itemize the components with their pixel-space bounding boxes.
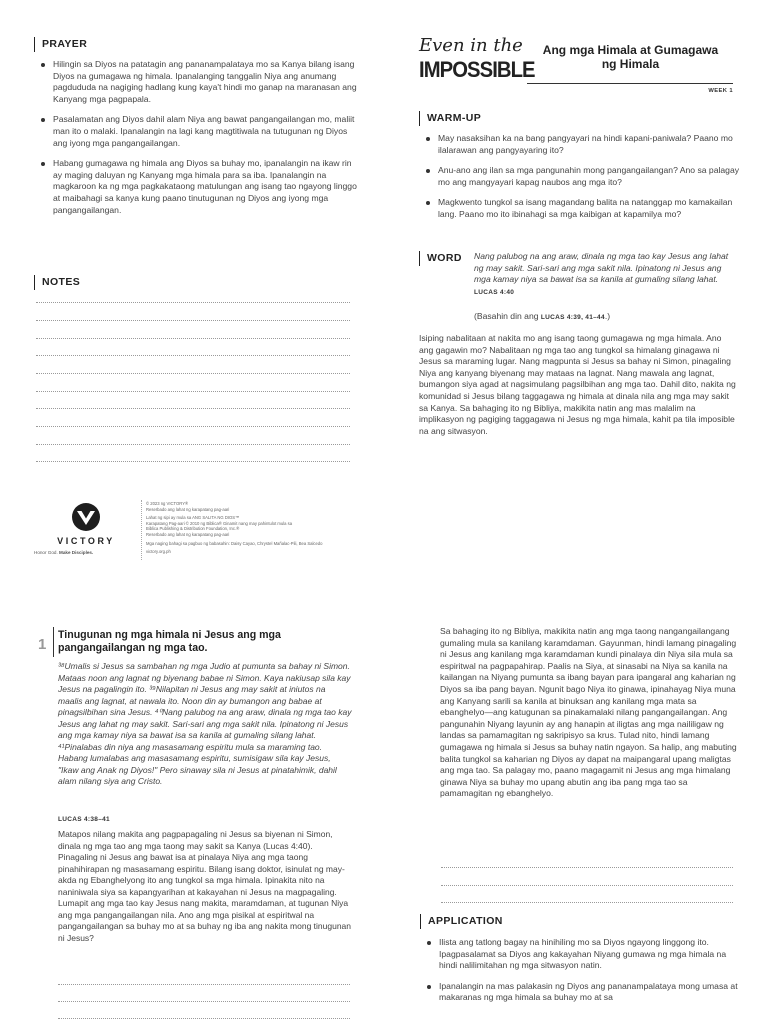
title-underline bbox=[527, 83, 733, 84]
note-line bbox=[36, 320, 350, 321]
week-label: WEEK 1 bbox=[708, 88, 733, 94]
note-line bbox=[36, 302, 350, 303]
legal-line: Mga naging bahagi sa pagbuo ng babasahin: Daisy Cayao, Chrystel Mañalac-Pili, Bea Salcedo bbox=[146, 540, 323, 546]
continuation-paragraph: Sa bahaging ito ng Bibliya, makikita natin ang mga taong nangangailangang gumaling mula sa kanilang karamdaman. Gayunman, hindi lamang pinagaling ni Jesus ang kanilang mga karamdaman kundi pinalaya din Niya sila mula sa espiritwal na pagpapahirap. Paalis na Siya, at sinasabi na Niya sa kanila na kailangan na Niyang pumunta sa ibang bayan para ipangaral ang kaharian ng Diyos sa iba pang bayan. Ngunit bago Niya ito ginawa, ipinahayag Niya muna ang Kanyang sarili sa kanila at binuksan ang kanilang mga mata sa ebanghelyo—ang katugunan sa pinakamalaki nilang pangangailangan. Ang pangunahin Niyang layunin ay ang hanapin at iligtas ang mga naililigaw ng landas sa pamamagitan ng sakripisyo sa krus. Tulad nito, hindi lamang gumagawa ng himala si Jesus sa buhay natin ngayon. Sa halip, ang mabuting balita tungkol sa kaharian ng Diyos ay dapat na maipangaral upang maligtas ang mga tao. Sa palagay mo, paano magagamit ni Jesus ang mga himalang ginawa Niya sa buhay mo upang abutin ang iba pang mga tao sa pamamagitan ng ebanghelyo. bbox=[440, 626, 737, 799]
application-list bbox=[424, 937, 740, 1013]
point-title bbox=[58, 629, 358, 656]
answer-line[interactable] bbox=[58, 1001, 350, 1002]
answer-line[interactable] bbox=[441, 902, 733, 903]
warmup-item: Magkwento tungkol sa isang magandang balita na natanggap mo kamakailan lang. Paano mo ito ibinahagi sa mga kaibigan at kapamilya mo? bbox=[423, 197, 741, 220]
page-title-line: ng Himala bbox=[601, 57, 660, 71]
read-also bbox=[474, 311, 736, 324]
note-line bbox=[36, 373, 350, 374]
note-line bbox=[36, 444, 350, 445]
victory-logo bbox=[34, 500, 138, 562]
warmup-list bbox=[423, 133, 741, 230]
key-verse-text: Nang palubog na ang araw, dinala ng mga tao kay Jesus ang lahat ng may sakit. Sari-sari ang mga sakit nila. Ipinatong ni Jesus ang mga kamay niya sa bawat isa sa kanila at gumaling silang lahat. bbox=[474, 251, 729, 285]
prayer-item: Habang gumagawa ng himala ang Diyos sa buhay mo, ipanalangin na ikaw rin ay maging daluyan ng Kanyang mga himala para sa iba. Ipanalangin na magkaroon ka ng mga pagkakataong matulungan ang isang tao ngayong linggo at maibahagi sa kanya kung paano tinutugunan ng Diyos ang iyong mga pangangailangan. bbox=[38, 158, 358, 216]
legal-line: Lahat ng sipi ay mula sa ANG SALITA NG DIOS™ bbox=[146, 515, 240, 521]
legal-line[interactable]: victory.org.ph bbox=[146, 549, 171, 555]
point-scripture: ³⁸Umalis si Jesus sa sambahan ng mga Judio at pumunta sa bahay ni Simon. Mataas noon ang lagnat ng biyenang babae ni Simon. Kaya nakiusap sila kay Jesus na pagalingin ito. ³⁹Nilapitan ni Jesus ang may sakit at iniutos na maalis ang lagnat, at nawala ito. Noon din ay bumangon ang babae at pinagsilbihan sina Jesus. ⁴⁰Nang palubog na ang araw, dinala ng mga tao kay Jesus ang lahat ng may sakit. Sari-sari ang mga sakit nila. Ipinatong ni Jesus ang mga kamay niya sa bawat isa sa kanila at gumaling silang lahat. ⁴¹Pinalabas din niya ang masasamang espiritu mula sa maraming tao. Habang lumalabas ang masasamang espiritu, sumisigaw sila kay Jesus, "Ikaw ang Anak ng Diyos!" Pero sinaway sila ni Jesus at pinatahimik, dahil alam nilang siya ang Cristo. bbox=[58, 661, 352, 787]
warmup-item: Anu-ano ang ilan sa mga pangunahin mong pangangailangan? Ano sa palagay mo ang mangyayari kapag naubos ang mga ito? bbox=[423, 165, 741, 188]
note-line bbox=[36, 391, 350, 392]
legal-line: Reserbado ang lahat ng karapatang pag-aari bbox=[146, 531, 230, 537]
answer-line[interactable] bbox=[441, 867, 733, 868]
legal-line: Reserbado ang lahat ng karapatang pag-aari bbox=[146, 506, 230, 512]
brand-tagline bbox=[34, 550, 138, 555]
prayer-list bbox=[38, 59, 358, 225]
application-item: Ipanalangin na mas palakasin ng Diyos ang pananampalataya mong umasa at makaranas ng mga himala sa buhay mo at sa bbox=[424, 981, 740, 1004]
answer-line[interactable] bbox=[58, 984, 350, 985]
answer-line[interactable] bbox=[58, 1018, 350, 1019]
point-divider bbox=[53, 627, 54, 657]
brand-name: VICTORY bbox=[57, 536, 115, 546]
page-title bbox=[528, 43, 733, 71]
tagline-part: Honor God. bbox=[34, 550, 60, 555]
prayer-item: Pasalamatan ang Diyos dahil alam Niya ang bawat pangangailangan mo, maliit man ito o malaki. Ipanalangin na lagi kang magtitiwala na tutugunan ng Diyos ang iyong mga pangangailangan. bbox=[38, 114, 358, 149]
application-heading: APPLICATION bbox=[420, 914, 503, 929]
point-title-line: Tinugunan ng mga himala ni Jesus ang mga bbox=[58, 629, 281, 641]
legal-line: © 2023 ng VICTORY® bbox=[146, 501, 189, 506]
note-line bbox=[36, 338, 350, 339]
footer-divider bbox=[141, 500, 142, 560]
prayer-item: Hilingin sa Diyos na patatagin ang pananampalataya mo sa Kanya bilang isang Diyos na gumagawa ng himala. Ipanalanging tanggalin Niya ang anumang pagdududa na nagiging hadlang kung kaya't hindi mo ganap na maranasan ang Kanyang mga pagpapala. bbox=[38, 59, 358, 105]
tagline-part-bold: Make Disciples. bbox=[59, 550, 94, 555]
point-paragraph: Matapos nilang makita ang pagpapagaling ni Jesus sa biyenan ni Simon, dinala ng mga tao ang mga taong may sakit sa Kanya (Lucas 4:40). Pinagaling ni Jesus ang bawat isa at pinalaya Niya ang mga taong pinahihirapan ng masasamang espiritu. Bilang isang doktor, isinulat ng may-akda ng Ebanghelyong ito ang tungkol sa mga himala. Ipinakita nito na naniniwala siya sa kapangyarihan at kakayahan ni Jesus na magpagaling. Lumapit ang mga tao kay Jesus nang makita, maramdaman, at tugunan Niya ang mga pangangailangan nila. Ano ang mga pisikal at espiritwal na pangangailangan sa buhay mo at sa buhay ng iba ang nakita mong tinugunan ni Jesus? bbox=[58, 829, 352, 943]
word-paragraph: Isiping nabalitaan at nakita mo ang isang taong gumagawa ng mga himala. Ano ang gagawin mo? Nabalitaan ng mga tao ang tungkol sa himalang ginagawa ni Jesus sa maraming lugar. Nang magpunta si Jesus sa bahay ni Simon, pinagaling Niya ang kanyang biyenang may mataas na lagnat. Nang mawala ang lagnat, bumangon siya agad at nagsimulang pagsilbihan ang mga tao. Dahil dito, nakita ng komunidad si Jesus bilang taggagawa ng himala at dinala nila ang mga may sakit sa Kanya. Sa bahaging ito ng Bibliya, makikita natin ang mas malalim na implikasyon ng pagiging taggagawa ni Jesus ng mga himala, kahit pa tila imposible na ang sitwasyon. bbox=[419, 333, 736, 436]
series-logo-wordmark: IMPOSSIBLE bbox=[419, 57, 535, 82]
legal-text bbox=[146, 501, 356, 555]
note-line bbox=[36, 461, 350, 462]
prayer-heading: PRAYER bbox=[34, 37, 87, 52]
notes-heading: NOTES bbox=[34, 275, 80, 290]
series-logo-script: Even in the bbox=[419, 35, 523, 56]
read-also-prefix: (Basahin din ang bbox=[474, 311, 541, 321]
point-title-line: pangangailangan ng mga tao. bbox=[58, 642, 208, 655]
note-line bbox=[36, 355, 350, 356]
word-heading: WORD bbox=[419, 251, 462, 266]
read-also-suffix: .) bbox=[604, 311, 611, 321]
warmup-heading: WARM-UP bbox=[419, 111, 481, 126]
warmup-item: May nasaksihan ka na bang pangyayari na hindi kapani-paniwala? Paano mo ilalarawan ang pangyayaring ito? bbox=[423, 133, 741, 156]
key-verse bbox=[474, 251, 736, 298]
application-item: Ilista ang tatlong bagay na hinihiling mo sa Diyos ngayong linggong ito. Ipagpasalamat sa Diyos ang kakayahan Niyang gumawa ng mga himala na hindi nalilimitahan ng mga sitwasyon natin. bbox=[424, 937, 740, 972]
point-number: 1 bbox=[38, 636, 47, 653]
read-also-reference: LUCAS 4:39, 41–44 bbox=[540, 314, 605, 321]
answer-line[interactable] bbox=[441, 885, 733, 886]
point-scripture-reference: LUCAS 4:38–41 bbox=[58, 816, 110, 823]
key-verse-reference: LUCAS 4:40 bbox=[474, 288, 515, 296]
victory-v-icon bbox=[34, 500, 138, 536]
note-line bbox=[36, 426, 350, 427]
note-line bbox=[36, 408, 350, 409]
legal-line: Biblica Publishing & Distribution Foundation, Inc.® bbox=[146, 526, 240, 532]
page-title-line: Ang mga Himala at Gumagawa bbox=[542, 43, 719, 57]
legal-line: Karapatang Pag-aari © 2010 ng Biblica® Ginamit nang may pahintulot mula sa bbox=[146, 520, 293, 526]
